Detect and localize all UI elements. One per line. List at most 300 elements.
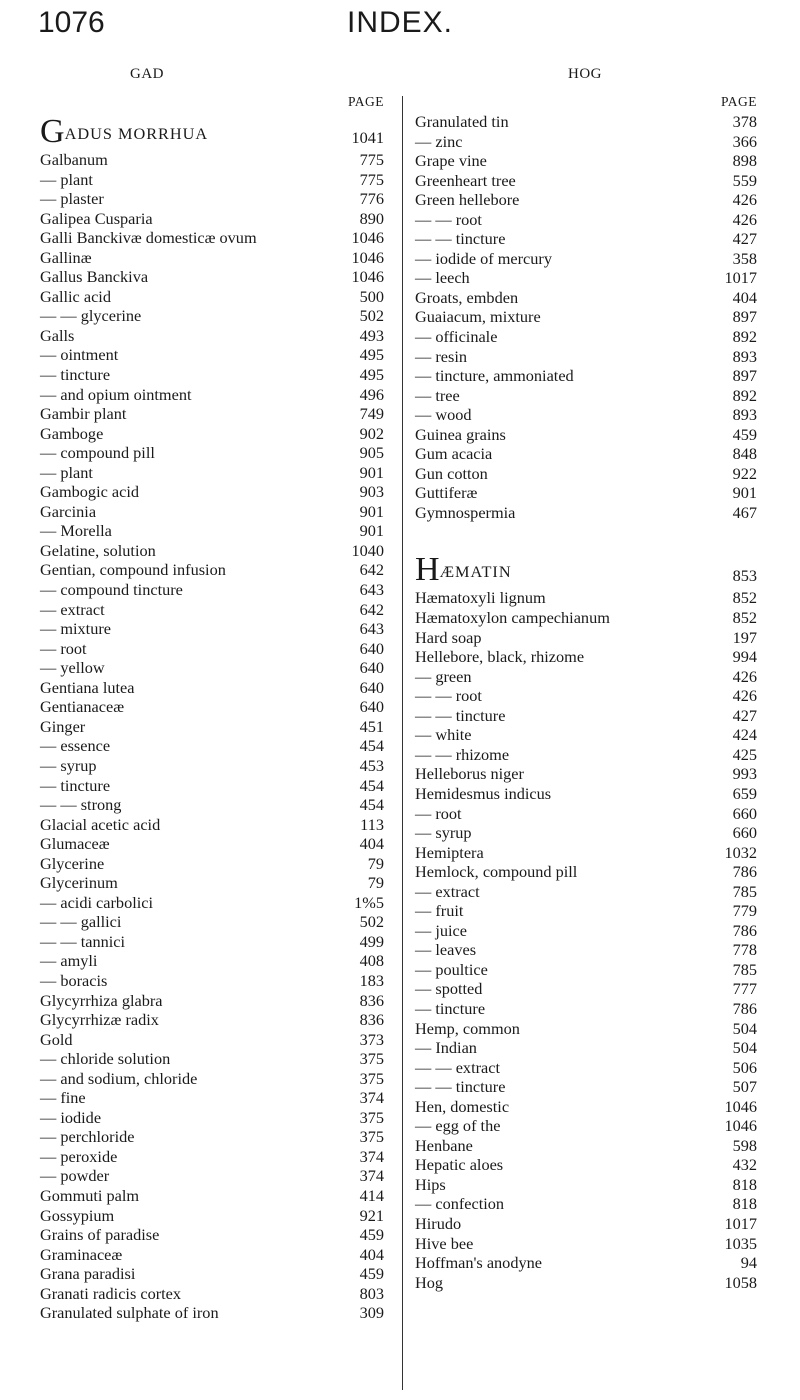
index-entry [415,1058,765,1078]
index-page-number: 500 [359,286,384,306]
index-page-number: 1046 [351,228,384,248]
index-entry [40,482,392,502]
index-term: Ginger [40,716,86,736]
index-term: Gentian, compound infusion [40,560,226,580]
index-page-number: 803 [359,1283,384,1303]
index-page-number: 459 [732,424,757,444]
index-term: — compound pill [40,443,155,463]
index-page-number: 660 [732,803,757,823]
index-term: — iodide [40,1107,102,1127]
index-page-number: 901 [359,521,384,541]
index-term: — — gallici [40,912,122,932]
index-term: Galipea Cusparia [40,208,153,228]
page-title: INDEX. [346,6,454,39]
index-page-number: 495 [359,365,384,385]
index-entry [40,697,392,717]
index-page-number: 183 [359,970,384,990]
index-entry [415,307,765,327]
index-entry [415,862,765,882]
index-term: — poultice [415,959,488,979]
index-term: — tincture [415,998,486,1018]
index-entry [40,658,392,678]
index-page-number: 598 [732,1135,757,1155]
index-page-number: 1046 [724,1116,757,1136]
index-term: Hepatic aloes [415,1155,504,1175]
section-first-term: ADUS MORRHUA [64,124,209,143]
index-term: — leech [415,268,470,288]
index-term: — plant [40,169,93,189]
index-entry [40,1147,392,1167]
index-term: — — tincture [415,705,506,725]
column-divider [402,96,403,1390]
right-entry-list-g [415,112,765,522]
index-page-number: 1035 [724,1233,757,1253]
index-term [415,551,512,589]
index-page-number: 309 [359,1303,384,1323]
index-term: Gelatine, solution [40,540,156,560]
index-page-number: 643 [359,619,384,639]
index-page-number: 901 [359,462,384,482]
index-page-number: 994 [732,647,757,667]
index-entry [40,287,392,307]
index-entry [415,386,765,406]
index-page-number: 414 [359,1185,384,1205]
index-entry [40,1049,392,1069]
index-page-number: 818 [732,1174,757,1194]
index-page-number: 786 [732,920,757,940]
index-entry [415,1038,765,1058]
index-page-number: 426 [732,666,757,686]
index-page-number: 642 [359,560,384,580]
index-entry [40,521,392,541]
index-term: — green [415,666,472,686]
index-term: Glycyrrhizæ radix [40,1010,159,1030]
section-initial-letter: H [415,551,440,589]
index-entry [40,1127,392,1147]
index-term: Grana paradisi [40,1264,136,1284]
index-entry [40,795,392,815]
index-entry [40,932,392,952]
index-entry [415,503,765,523]
index-page-number: 504 [732,1038,757,1058]
index-entry [415,1155,765,1175]
index-term: Granati radicis cortex [40,1283,182,1303]
index-term: Hen, domestic [415,1096,510,1116]
index-page-number: 818 [732,1194,757,1214]
index-page-number: 375 [359,1049,384,1069]
index-term: — extract [40,599,105,619]
index-page-number: 643 [359,580,384,600]
index-term: Granulated tin [415,112,509,131]
index-term: Greenheart tree [415,170,516,190]
index-entry [40,1108,392,1128]
index-term: Grains of paradise [40,1225,160,1245]
section-initial-letter: G [40,113,65,150]
index-term: Hemidesmus indicus [415,783,552,803]
index-term: Gallus Banckiva [40,267,149,287]
left-entry-list [40,112,392,1323]
index-page-number: 559 [732,170,757,190]
index-entry [40,541,392,561]
index-term: — white [415,725,472,745]
index-page-number: 640 [359,697,384,717]
index-term: Gambir plant [40,404,127,424]
index-page-number: 640 [359,677,384,697]
index-entry [415,1253,765,1273]
index-page-number: 785 [732,959,757,979]
index-term: — fine [40,1088,86,1108]
index-page-number: 640 [359,658,384,678]
index-entry [40,404,392,424]
index-term: — — strong [40,795,122,815]
index-page-number: 366 [732,131,757,151]
index-term: Gold [40,1029,73,1049]
index-entry [40,834,392,854]
index-page-number: 775 [359,169,384,189]
index-entry [415,366,765,386]
index-entry [40,951,392,971]
index-term: Hemiptera [415,842,484,862]
index-term: Gum acacia [415,444,493,464]
index-term: — — tincture [415,1077,506,1097]
index-term: — — tincture [415,229,506,249]
index-term: — syrup [40,755,97,775]
index-page-number: 921 [359,1205,384,1225]
index-entry [415,823,765,843]
index-entry [40,1069,392,1089]
index-page-number: 922 [732,463,757,483]
index-term: — ointment [40,345,119,365]
index-page-number: 785 [732,881,757,901]
page-column-label: PAGE [347,94,384,109]
index-term: — iodide of mercury [415,248,552,268]
index-term: — fruit [415,901,464,921]
index-term: — Indian [415,1038,477,1058]
index-page-number: 496 [359,384,384,404]
index-page-number: 499 [359,931,384,951]
index-entry [415,764,765,784]
index-term: Hoffman's anodyne [415,1253,542,1273]
index-term: — and sodium, chloride [40,1068,198,1088]
index-entry [40,189,392,209]
index-term: — confection [415,1194,505,1214]
index-entry [415,745,765,765]
index-term: — officinale [415,327,498,347]
index-entry [415,608,765,628]
index-page-number: 404 [732,287,757,307]
index-term: — tincture, ammoniated [415,366,574,386]
index-entry [40,1206,392,1226]
index-page-number: 374 [359,1146,384,1166]
index-entry [40,1088,392,1108]
index-page-number: 424 [732,725,757,745]
index-entry [415,327,765,347]
index-term: Galls [40,325,75,345]
section-gap [415,522,765,550]
index-term: Glumaceæ [40,834,110,854]
index-page-number: 786 [732,862,757,882]
index-entry [415,347,765,367]
index-entry [415,112,765,132]
index-entry [40,971,392,991]
index-page-number: 79 [367,853,384,873]
index-term: Guinea grains [415,424,506,444]
running-head-left: GAD [130,66,164,82]
index-page-number: 893 [732,346,757,366]
index-entry [40,678,392,698]
index-page-number: 660 [732,823,757,843]
index-term: — acidi carbolici [40,892,154,912]
index-entry [415,1097,765,1117]
index-term: — plaster [40,189,104,209]
index-entry [415,132,765,152]
index-page-number: 993 [732,764,757,784]
index-entry [415,550,765,588]
index-term: — root [415,803,462,823]
index-entry [415,483,765,503]
index-entry [40,150,392,170]
index-entry [415,210,765,230]
index-entry [40,639,392,659]
index-entry [415,706,765,726]
index-term: Glacial acetic acid [40,814,161,834]
index-term: Gommuti palm [40,1185,140,1205]
index-term: Glycerinum [40,873,118,893]
index-entry [40,736,392,756]
index-entry [415,425,765,445]
index-entry [40,893,392,913]
index-page-number: 1032 [724,842,757,862]
index-entry [415,628,765,648]
index-term: — leaves [415,940,477,960]
index-entry [415,1234,765,1254]
index-term: — extract [415,881,480,901]
index-page-number: 1046 [724,1096,757,1116]
index-entry [40,873,392,893]
index-entry [40,228,392,248]
index-page-number: 778 [732,940,757,960]
index-entry [415,151,765,171]
index-entry [40,854,392,874]
index-page-number: 375 [359,1068,384,1088]
index-page-number: 1017 [724,268,757,288]
index-entry [415,229,765,249]
index-page-number: 749 [359,404,384,424]
index-term: — egg of the [415,1116,501,1136]
index-term: Gossypium [40,1205,115,1225]
index-entry [40,365,392,385]
page-column-label: PAGE [720,94,757,109]
index-entry [415,1273,765,1293]
index-entry [40,912,392,932]
index-term: Hive bee [415,1233,474,1253]
index-term: Hellebore, black, rhizome [415,647,585,667]
index-entry [40,619,392,639]
index-entry [415,464,765,484]
index-entry [415,444,765,464]
index-entry [40,385,392,405]
index-term: — peroxide [40,1146,118,1166]
index-term: — spotted [415,979,483,999]
index-entry [415,190,765,210]
index-entry [415,999,765,1019]
index-page-number: 404 [359,834,384,854]
index-entry [40,580,392,600]
index-term: — — extract [415,1057,500,1077]
index-page-number: 1017 [724,1213,757,1233]
index-term: — — tannici [40,931,126,951]
index-entry [415,921,765,941]
index-term: Hips [415,1174,446,1194]
index-entry [415,1214,765,1234]
index-page-number: 836 [359,1010,384,1030]
index-term: — mixture [40,619,111,639]
index-entry [415,268,765,288]
index-term: Graminaceæ [40,1244,123,1264]
index-entry [40,1186,392,1206]
index-entry [415,288,765,308]
index-entry [40,1264,392,1284]
index-term: — yellow [40,658,105,678]
index-entry [40,502,392,522]
section-first-term: ÆMATIN [439,562,512,582]
index-page-number: 1%5 [354,892,384,912]
index-page-number: 454 [359,736,384,756]
index-entry [40,560,392,580]
index-page-number: 1041 [351,128,384,147]
index-page-number: 459 [359,1225,384,1245]
index-page-number: 113 [360,814,384,834]
index-page-number: 197 [732,627,757,647]
index-entry [40,170,392,190]
index-page-number: 890 [359,208,384,228]
index-entry [415,171,765,191]
index-term: Garcinia [40,501,97,521]
index-entry [40,1030,392,1050]
index-term: — wood [415,405,472,425]
index-entry [415,405,765,425]
index-page-number: 467 [732,502,757,522]
index-page-number: 852 [732,588,757,608]
index-page-number: 903 [359,482,384,502]
index-term: Helleborus niger [415,764,524,784]
index-page-number: 1058 [724,1272,757,1292]
index-term: — boracis [40,970,108,990]
index-page-number: 898 [732,151,757,171]
index-entry [40,424,392,444]
index-term: — — glycerine [40,306,142,326]
index-page-number: 853 [732,566,757,586]
index-page-number: 642 [359,599,384,619]
index-term: — plant [40,462,93,482]
index-page-number: 777 [732,979,757,999]
index-term: — tree [415,385,460,405]
index-entry [415,1116,765,1136]
index-page-number: 94 [740,1253,757,1273]
index-page-number: 374 [359,1088,384,1108]
index-entry [40,463,392,483]
index-term: — Morella [40,521,112,541]
index-page-number: 495 [359,345,384,365]
index-term: — tincture [40,775,111,795]
index-term: Groats, embden [415,287,519,307]
index-entry [40,306,392,326]
index-entry [40,1166,392,1186]
page-number: 1076 [38,6,105,39]
index-term: Hemlock, compound pill [415,862,578,882]
index-page-number: 79 [367,873,384,893]
index-page-number: 893 [732,405,757,425]
index-entry [40,345,392,365]
index-entry [415,1136,765,1156]
index-term: — tincture [40,365,111,385]
index-term: — syrup [415,823,472,843]
index-term: Galli Banckivæ domesticæ ovum [40,228,257,248]
index-page-number: 897 [732,307,757,327]
index-term: Gentianaceæ [40,697,125,717]
index-page-number: 404 [359,1244,384,1264]
index-page-number: 1046 [351,247,384,267]
index-term: Gallic acid [40,286,111,306]
index-entry [415,804,765,824]
index-page-number: 358 [732,248,757,268]
index-term: Galbanum [40,150,108,169]
index-entry [40,443,392,463]
index-page-number: 502 [359,912,384,932]
index-entry [40,1225,392,1245]
index-page-number: 426 [732,209,757,229]
index-entry [415,960,765,980]
index-term: Glycerine [40,853,105,873]
right-column [415,94,765,1292]
index-term [40,113,209,150]
index-page-number: 459 [359,1264,384,1284]
index-term: Granulated sulphate of iron [40,1303,219,1323]
index-page-number: 427 [732,229,757,249]
index-entry [415,940,765,960]
index-term: Hirudo [415,1213,462,1233]
index-page-number: 375 [359,1127,384,1147]
index-entry [40,600,392,620]
index-entry [40,717,392,737]
index-term: — juice [415,920,467,940]
index-term: Hog [415,1272,444,1292]
index-entry [40,267,392,287]
index-entry [415,882,765,902]
index-page-number: 378 [732,112,757,131]
index-page-number: 454 [359,775,384,795]
index-entry [415,686,765,706]
index-page-number: 786 [732,998,757,1018]
index-term: Gamboge [40,423,104,443]
index-entry [40,1303,392,1323]
running-head-right: HOG [568,66,602,82]
index-page-number: 426 [732,190,757,210]
index-page-number: 451 [359,716,384,736]
index-entry [40,756,392,776]
index-page-number: 659 [732,783,757,803]
index-term: — perchloride [40,1127,135,1147]
index-term: — — root [415,686,482,706]
index-entry [415,843,765,863]
index-term: Green hellebore [415,190,520,210]
index-term: Hemp, common [415,1018,520,1038]
index-page-number: 504 [732,1018,757,1038]
index-term: — amyli [40,951,98,971]
index-entry [40,1010,392,1030]
index-page-number: 779 [732,901,757,921]
index-term: — — root [415,209,482,229]
